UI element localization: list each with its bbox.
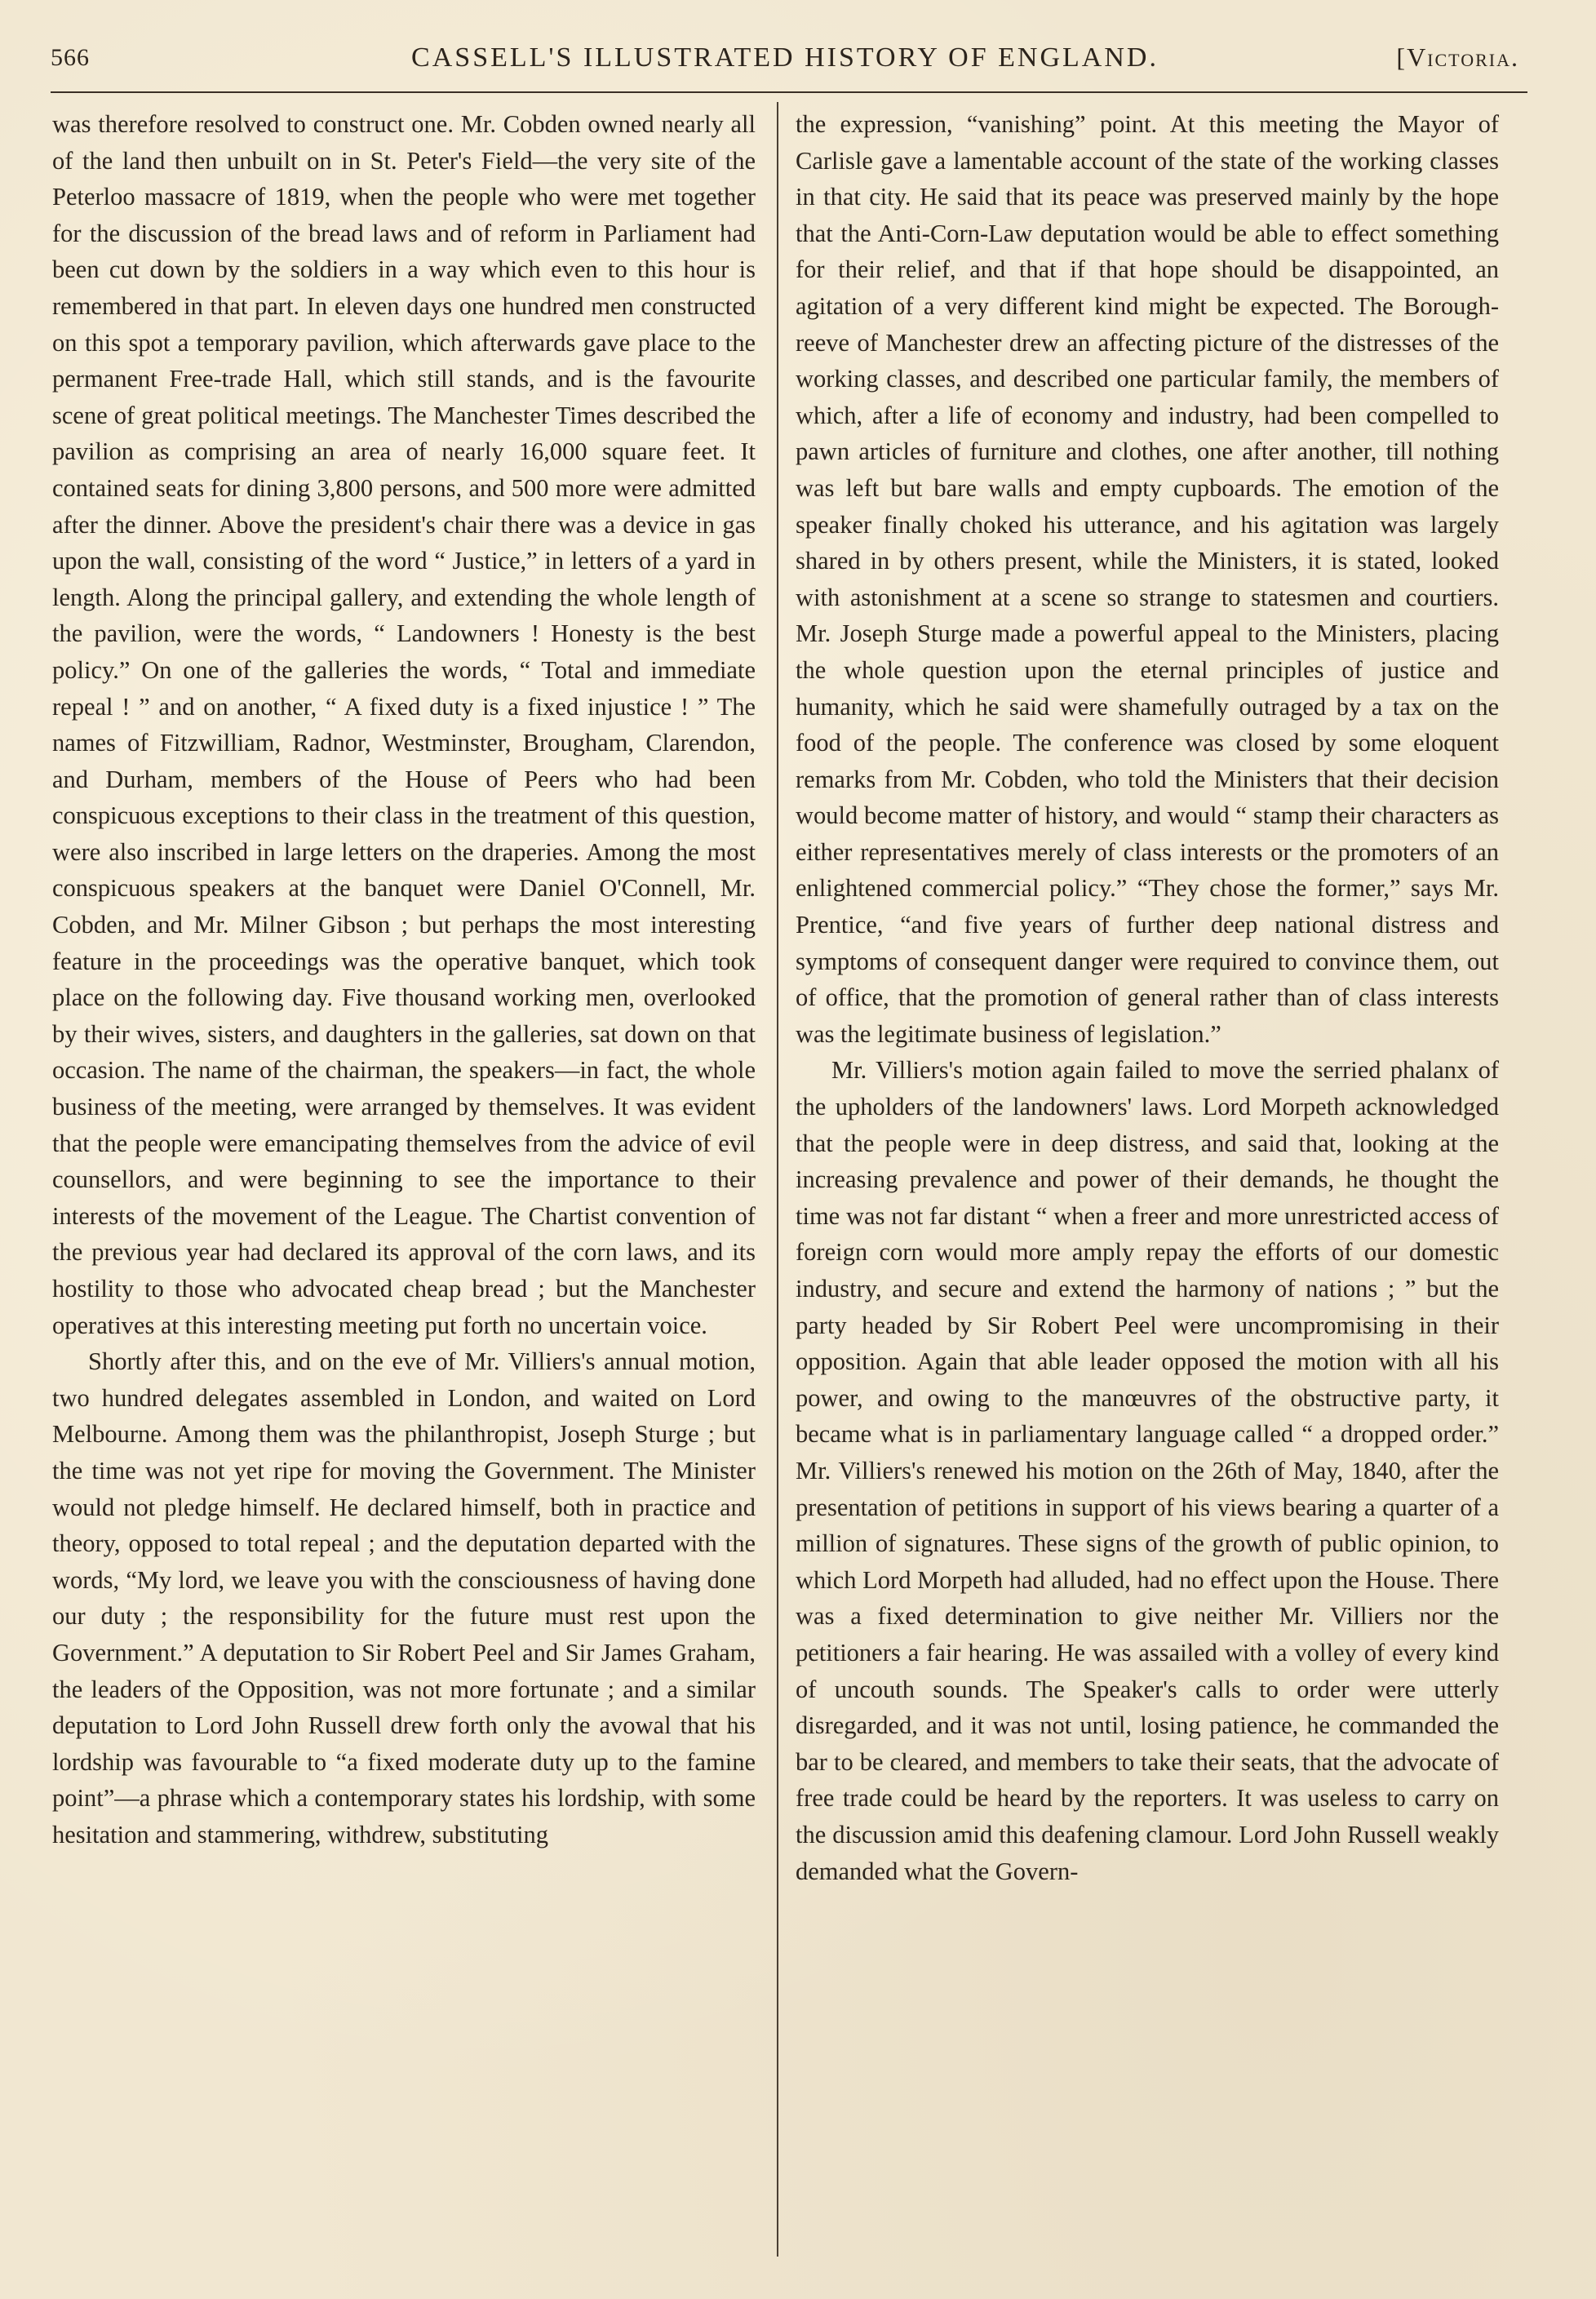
column-divider [777,102,778,2257]
right-paragraph-1: the expression, “vanishing” point. At this meeting the Mayor of Carlisle gave a lamentable account of the state of the working classes in that city. He said that its peace was preserved mainly by the hope that the Anti-Corn-Law deputation would be able to effect something for their relief, and that if that hope should be disappointed, an agitation of a very different kind might be expected. The Borough-reeve of Manchester drew an affecting picture of the distresses of the working classes, and described one particular family, the members of which, after a life of economy and industry, had been compelled to pawn articles of furniture and clothes, one after another, till nothing was left but bare walls and empty cupboards. The emotion of the speaker finally choked his utterance, and his agitation was largely shared in by others present, while the Ministers, it is stated, looked with astonishment at a scene so strange to statesmen and courtiers. Mr. Joseph Sturge made a powerful appeal to the Ministers, placing the whole question upon the eternal principles of justice and humanity, which he said were shamefully outraged by a tax on the food of the people. The conference was closed by some eloquent remarks from Mr. Cobden, who told the Ministers that their decision would become matter of history, and would “ stamp their characters as either representatives merely of class interests or the promoters of an enlightened commercial policy.” “They chose the former,” says Mr. Prentice, “and five years of further deep national distress and symptoms of consequent danger were required to convince them, out of office, that the promotion of general rather than of class interests was the legitimate business of legislation.” [796,110,1499,1048]
left-paragraph-2: Shortly after this, and on the eve of Mr. Villiers's annual motion, two hundred delegates assembled in London, and waited on Lord Melbourne. Among them was the philanthropist, Joseph Sturge ; but the time was not yet ripe for moving the Government. The Minister would not pledge himself. He declared himself, both in practice and theory, opposed to total repeal ; and the deputation departed with the words, “My lord, we leave you with the consciousness of having done our duty ; the responsibility for the future must rest upon the Government.” A deputation to Sir Robert Peel and Sir James Graham, the leaders of the Opposition, was not more fortunate ; and a similar deputation to Lord John Russell drew forth only the avowal that his lordship was favourable to “a fixed moderate duty up to the famine point”—a phrase which a contemporary states his lordship, with some hesitation and stammering, withdrew, substituting [52,1347,756,1849]
right-column [796,106,1499,1889]
left-paragraph-1: was therefore resolved to construct one. Mr. Cobden owned nearly all of the land then unbuilt on in St. Peter's Field—the very site of the Peterloo massacre of 1819, when the people who were met together for the discussion of the bread laws and of reform in Parliament had been cut down by the soldiers in a way which even to this hour is remembered in that part. In eleven days one hundred men constructed on this spot a temporary pavilion, which afterwards gave place to the permanent Free-trade Hall, which still stands, and is the favourite scene of great political meetings. The Manchester Times described the pavilion as comprising an area of nearly 16,000 square feet. It contained seats for dining 3,800 persons, and 500 more were admitted after the dinner. Above the president's chair there was a device in gas upon the wall, consisting of the word “ Justice,” in letters of a yard in length. Along the principal gallery, and extending the whole length of the pavilion, were the words, “ Landowners ! Honesty is the best policy.” On one of the galleries the words, “ Total and immediate repeal ! ” and on another, “ A fixed duty is a fixed injustice ! ” The names of Fitzwilliam, Radnor, Westminster, Brougham, Clarendon, and Durham, members of the House of Peers who had been conspicuous exceptions to their class in the treatment of this question, were also inscribed in large letters on the draperies. Among the most conspicuous speakers at the banquet were Daniel O'Connell, Mr. Cobden, and Mr. Milner Gibson ; but perhaps the most interesting feature in the proceedings was the operative banquet, which took place on the following day. Five thousand working men, overlooked by their wives, sisters, and daughters in the galleries, sat down on that occasion. The name of the chairman, the speakers—in fact, the whole business of the meeting, were arranged by themselves. It was evident that the people were emancipating themselves from the advice of evil counsellors, and were beginning to see the importance to their interests of the movement of the League. The Chartist convention of the previous year had declared its approval of the corn laws, and its hostility to those who advocated cheap bread ; but the Manchester operatives at this interesting meeting put forth no uncertain voice. [52,110,756,1339]
page-number: 566 [51,44,90,71]
reign-label: [Victoria. [1396,42,1519,72]
right-paragraph-2: Mr. Villiers's motion again failed to move the serried phalanx of the upholders of the landowners' laws. Lord Morpeth acknowledged that the people were in deep distress, and said that, looking at the increasing prevalence and power of their demands, he thought the time was not far distant “ when a freer and more unrestricted access of foreign corn would more amply repay the efforts of our domestic industry, and secure and extend the harmony of nations ; ” but the party headed by Sir Robert Peel were uncompromising in their opposition. Again that able leader opposed the motion with all his power, and owing to the manœuvres of the obstructive party, it became what is in parliamentary language called “ a dropped order.” Mr. Villiers's renewed his motion on the 26th of May, 1840, after the presentation of petitions in support of his views bearing a quarter of a million of signatures. These signs of the growth of public opinion, to which Lord Morpeth had alluded, had no effect upon the House. There was a fixed determination to give neither Mr. Villiers nor the petitioners a fair hearing. He was assailed with a volley of every kind of uncouth sounds. The Speaker's calls to order were utterly disregarded, and it was not until, losing patience, he commanded the bar to be cleared, and members to take their seats, that the advocate of free trade could be heard by the reporters. It was useless to carry on the discussion amid this deafening clamour. Lord John Russell weakly demanded what the Govern- [796,1056,1499,1885]
header-rule [51,91,1527,93]
page-header [51,33,1519,90]
running-title: CASSELL'S ILLUSTRATED HISTORY OF ENGLAND. [411,42,1159,73]
left-column [52,106,756,1853]
